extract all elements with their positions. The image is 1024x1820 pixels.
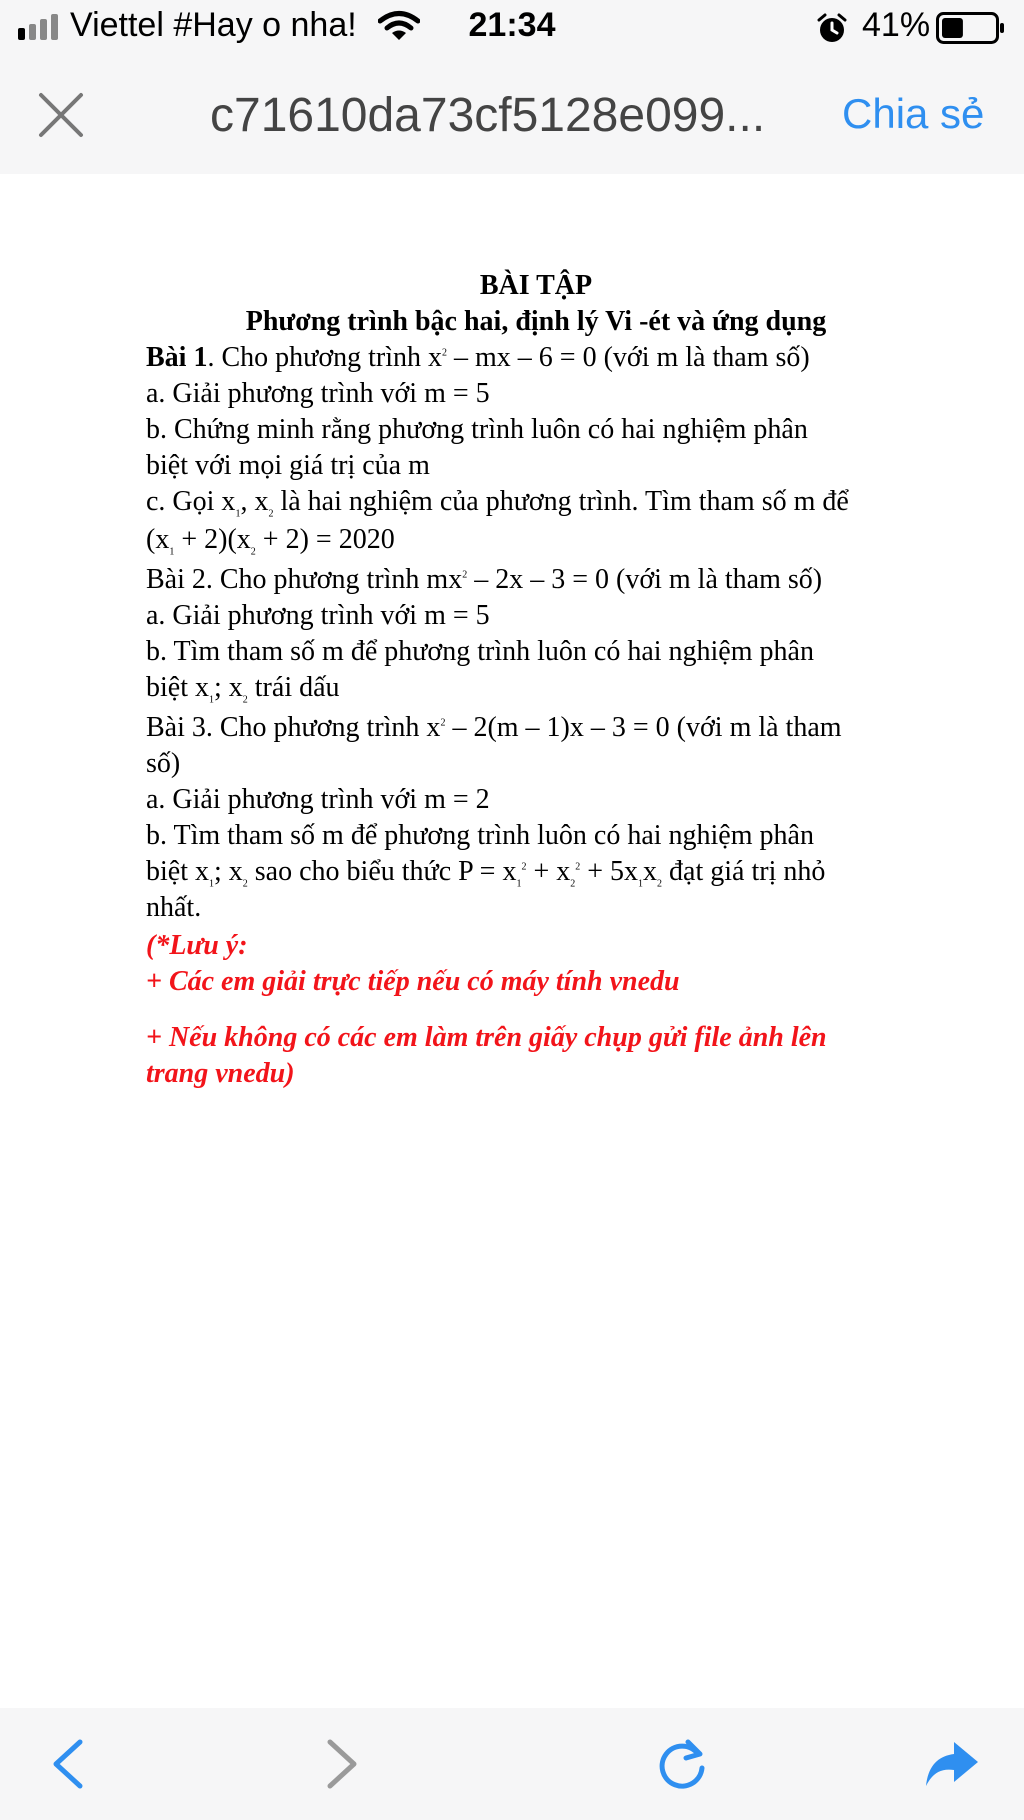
carrier-name: Viettel #Hay o nha!: [70, 6, 357, 44]
battery-icon: [936, 12, 1006, 44]
bai1-a: a. Giải phương trình với m = 5: [146, 378, 490, 409]
bai1-label: Bài 1: [146, 342, 208, 373]
note-line3: + Nếu không có các em làm trên giấy chụp gửi file ảnh lên: [146, 1022, 827, 1053]
bai1-b-line2: biệt với mọi giá trị của m: [146, 450, 430, 481]
bai3-stem-line1: Bài 3. Cho phương trình $x^2 - 2(m - 1)x - 3 = 0$ (với m là tham: [146, 712, 842, 743]
battery-percent: 41%: [862, 6, 931, 44]
bai1-b-line1: b. Chứng minh rằng phương trình luôn có hai nghiệm phân: [146, 414, 808, 445]
status-time: 21:34: [468, 6, 556, 44]
bai1-c-line1: c. Gọi $x_1$, $x_2$ là hai nghiệm của phương trình. Tìm tham số m để: [146, 486, 849, 520]
bai3-a: a. Giải phương trình với m = 2: [146, 784, 490, 815]
doc-subtitle: Phương trình bậc hai, định lý Vi -ét và ứng dụng: [245, 306, 827, 337]
close-icon[interactable]: [36, 90, 86, 140]
bottom-toolbar: [0, 1708, 1024, 1820]
bai3-b-line3: nhất.: [146, 892, 202, 923]
alarm-icon: [816, 12, 848, 44]
bai3-stem-line2: số): [146, 748, 181, 779]
bai3-b-line2: biệt $x_1$; $x_2$ sao cho biểu thức $P = x_1^2 + x_2^2 + 5x_1x_2$ đạt giá trị nhỏ: [146, 856, 826, 890]
note-line4: trang vnedu): [146, 1058, 295, 1089]
back-arrow-icon[interactable]: [42, 1736, 98, 1792]
doc-title: BÀI TẬP: [479, 270, 593, 301]
bai1-c-line2: $(x_1 + 2)(x_2 + 2) = 2020$: [146, 524, 395, 558]
bai2-b-line1: b. Tìm tham số m để phương trình luôn có hai nghiệm phân: [146, 636, 814, 667]
bai2-b-line2: biệt $x_1$; $x_2$ trái dấu: [146, 672, 340, 706]
share-arrow-icon[interactable]: [924, 1736, 980, 1792]
note-line2: + Các em giải trực tiếp nếu có máy tính vnedu: [146, 966, 680, 997]
forward-arrow-icon[interactable]: [312, 1736, 368, 1792]
reload-icon[interactable]: [654, 1736, 710, 1792]
bai1-stem: Bài 1. Cho phương trình $x^2$ – mx – 6 = 0 (với m là tham số): [146, 342, 810, 373]
bai3-b-line1: b. Tìm tham số m để phương trình luôn có hai nghiệm phân: [146, 820, 814, 851]
share-button[interactable]: Chia sẻ: [842, 90, 985, 137]
file-title: c71610da73cf5128e099...: [210, 89, 766, 142]
note-line1: (*Lưu ý:: [146, 930, 248, 961]
bai2-stem: Bài 2. Cho phương trình $mx^2 - 2x - 3 = 0$ (với m là tham số): [146, 564, 823, 595]
bai2-a: a. Giải phương trình với m = 5: [146, 600, 490, 631]
